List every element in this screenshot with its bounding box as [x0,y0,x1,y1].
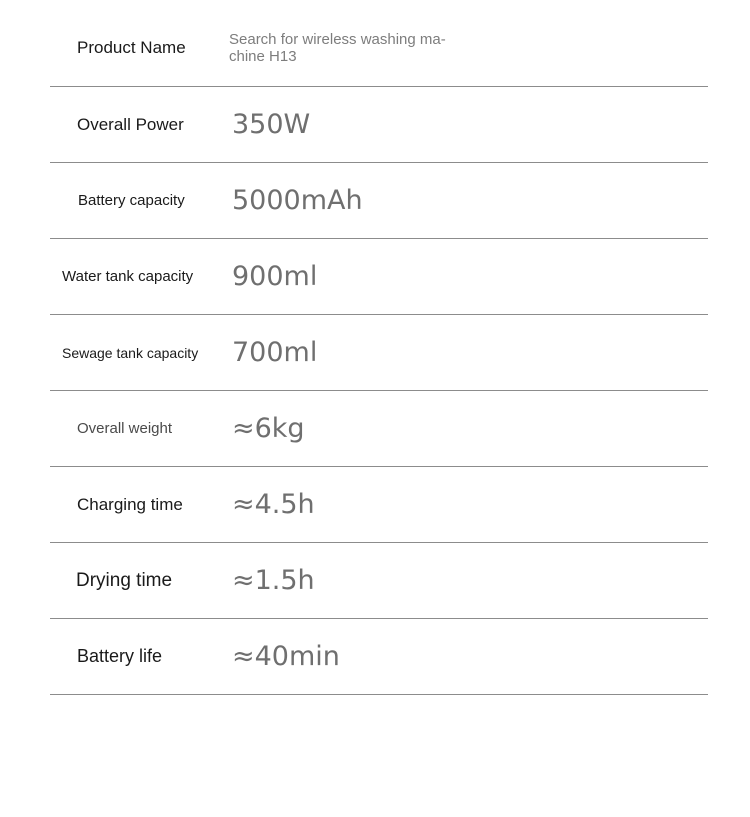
spec-value: 900ml [232,261,318,292]
spec-row-overall-weight [50,391,708,467]
spec-row-drying-time [50,543,708,619]
spec-value: ≈6kg [232,413,305,444]
spec-row-overall-power [50,87,708,163]
spec-row-product-name [50,10,708,87]
spec-value: ≈40min [232,641,340,672]
spec-row-battery-capacity [50,163,708,239]
spec-label: Overall weight [77,420,173,437]
spec-label: Product Name [77,38,186,57]
spec-label: Water tank capacity [62,268,194,285]
spec-value: 700ml [232,337,318,368]
spec-row-battery-life [50,619,708,695]
spec-row-water-tank-capacity [50,239,708,315]
spec-row-sewage-tank-capacity [50,315,708,391]
spec-value: 5000mAh [232,185,363,216]
spec-label: Drying time [76,569,173,591]
spec-label: Charging time [77,494,183,514]
spec-value: Search for wireless washing ma-chine H13 [229,31,446,65]
spec-table [50,10,708,695]
spec-label: Sewage tank capacity [62,344,199,361]
spec-label: Battery life [77,646,163,666]
spec-label: Battery capacity [78,192,185,209]
spec-value: ≈1.5h [232,565,315,596]
spec-value: 350W [232,109,311,140]
spec-label: Overall Power [77,114,184,134]
spec-row-charging-time [50,467,708,543]
spec-value: ≈4.5h [232,489,315,520]
